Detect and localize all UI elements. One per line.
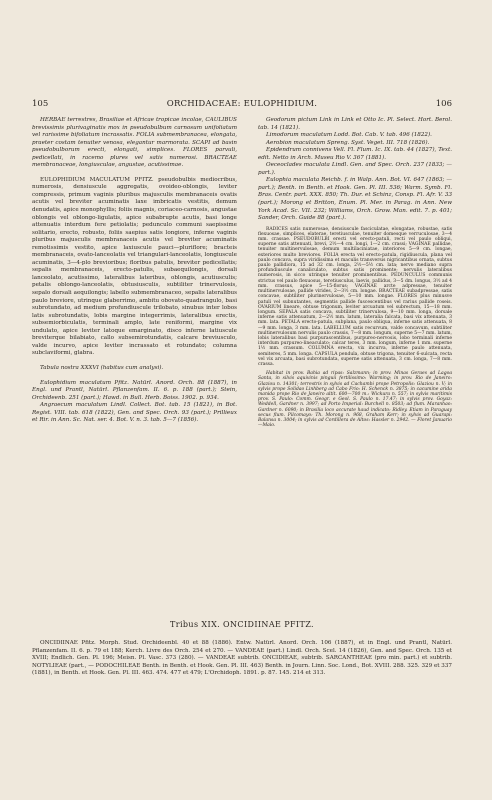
synonym-epidendrum: Epidendrum connivens Vell. Fl. Flum. Ic. IX. tab. 44 (1827), Text. edit. Netto in Arch. Museu Rio V. 367 (1881). <box>258 147 452 161</box>
plate-reference: Tabula nostra XXXVI (habitus cum analysi). <box>40 364 164 371</box>
page-number-left: 105 <box>32 99 49 109</box>
left-column <box>32 117 237 425</box>
genus-description: HERBAE terrestres, Brasiliae et Africae tropicae incolae, CAULIBUS brevissimis plurivaginatis mox in pseudobulbum carnosum unifoliatum vel rarissime bifoliatum incrassatis. FOLIA submembranacea, elongata, praeter costam tenuiter venosa, elegantur marmorata. SCAPI ad basin pseudobulborum erecti, elongati, simplices. FLORES parvuli, pedicellati, in racemo plures vel satis numerosi. BRACTEAE membranaceae, longiusculae, angustae, acutissimae. <box>32 117 237 169</box>
habitat: Habitat in prov. Bahia ad ripas: Salzmann; in prov. Minas Geraes ad Lagoa Santa, in silvis aquivinis pinguii fertilissimo: Warming; in prov. Rio de Janeiro: Glaziou n. 14301; terrestris in sylvis ad Cachambi prope Petropolis: Glaziou n. V; in sylvis prope Solidao Linhberg ad Cabo Frio: H. Schenck n. 3875; in cacumine arida manida prope Rio de Janeiro altit. 600—700 m.: Wickura n. 557; in sylvis maritimis prov. S. Paulo: Comm. Geogr. e Geol. S. Paulo n. 17.47; in sylvis prov. Goyaz: Weddell, Gardner n. 3997; ad Porto Imperial: Burchell n. 8503; ad flum. Maranhao: Gardner n. 6090; in Brasilia loco accurate haud indicato: Ridley. Etiam in Paraguay secus flum. Pilcomayo: Th. Morong n. 968, Graham Kerr; in sylvis ad Guarapi: Balansa n. 3004; in sylvis ad Cordillera de Altos: Hassler n. 2942. — Floret Januario—Maio. <box>258 371 452 429</box>
synonym-oeceoclades: Oeceoclades maculata Lindl. Gen. and Spec. Orch. 237 (1833; — part.). <box>258 162 452 176</box>
synonym-geodorum: Geodorum pictum Link in Link et Otto Ic. Pl. Select. Hort. Berol. tab. 14 (1821). <box>258 117 452 131</box>
page-number-right: 106 <box>435 99 452 109</box>
synonym-angraecum: Angraecum maculatum Lindl. Collect. Bot. tab. 15 (1821), in Bot. Regist. VIII. tab. 618 (1822), Gen. and Spec. Orch. 93 (part.); Prillieux et Rir. in Ann. Sc. Nat. ser. 4. Bot. V. n. 3. tab. 5—7 (1856). <box>32 402 237 424</box>
synonym-eulophidium: Eulophidium maculatum Pfitz. Natürl. Anord. Orch. 88 (1887), in Engl. und Prantl, Natürl. Pflanzenfam. II. 6. p. 188 (part.); Stein, Orchideenb. 251 (part.); Hawd. in Bull. Herb. Boiss. 1902. p. 934. <box>32 379 237 401</box>
running-title: ORCHIDACEAE: EULOPHIDIUM. <box>166 99 318 109</box>
tribus-synonymy <box>32 640 452 678</box>
species-description: RADICES satis numerosae, densiuscule fasciculatae, elongatae, robustae, satis flexuosae, simplices, elaterae, teretiusculae, tenuiter domesque verruculosae, 3—4 mm. crassae. PSEUDOBULBI erecti vel erecto-patuli, recti vel paulo obliqui, superne satis attenuati, brevi, 2½—4 cm. longi, 1—2 cm. crassi; VAGINAE pallidae, tenuiter multinervulosae, demum multilaciniatae, interiores 5—9 cm. longae, exteriores multo breviores. FOLIA erecta vel erecto-patula, rigidiuscula, plana vel paulo concava, supra viridissima et maculis transversis nigricantibus ornata, subtus paulo pallidiora, 15 ad 32 cm. longa, 2½—5½ cm. lata; nervo mediano supra profundiuscule canaliculato, subtus satis prominente; nervulis lateralibus numerosis, in sicco utrinque tenuiter prominentibus. PEDUNCULUS communis strictus vel paulo flexuosus, teretiusculus, laevis, pallidus, 3—5 dm. longus, 3½ ad 4 mm. crassus, apice 5—15-florus; VAGINAE arcte adpressae, tenuiter multinervulosae, pallide virides, 2—3½ cm. longae. BRACTEAE subadpressae, satis concavae, subtiliter plurinervulosae, 5—10 mm. longae. FLORES plus minusve patuli vel subnutantes, segmentis pallide fuscescentibus vel rarius pallide roseis. OVARIUM lineare, obtuse trigonum, leviter arcuatum vel subrectum, 15—18 mm. longum. SEPALA satis concava, subtiliter trinervulosa, 9—10 mm. longa, dorsale inferne satis attenuatum, 2—2½ mm. latum, lateralia falcata, basi vix attenuata, 3 mm. lata. PETALA erecto-patula, subplana, paulo obliqua, inferne satis attenuata, 8—9 mm. longa, 3 mm. lata. LABELLUM satis recurvum, valde concavum, subtiliter multinervulosum nervulis paulo crassis, 7—8 mm. longum, superne 5—7 mm. latum, lobis lateralibus basi purpurascentibus, purpureo-nervosis, lobo terminali inferne interdum purpureo-lineaculato; calcar teres, 3 mm. longum, inferne 1 mm. superne 1½ mm. crassum. COLUMNA erecta, vix incurva, inferne paulo attenuata, semiteres, 5 mm. longa. CAPSULA pendula, obtuse trigona, tenuiter 6-sulcata, recta vel vix arcuata, basi subrotundata, superne satis attenuata, 3 cm. longa, 7—8 mm. crassa. <box>258 226 452 367</box>
synonym-limodorum: Limodorum maculatum Lodd. Bot. Cab. V. tab. 496 (1822). <box>266 132 432 139</box>
species-diagnosis: EULOPHIDIUM MACULATUM PFITZ. pseudobulbis mediocribus, numerosis, densiuscule aggregatis, ovoideo-oblongis, leviter compressis, primum vaginis pluribus majusculis membranaceis ovatis acutis vel breviter acuminatis laxe imbricatis vestitis, demum denudatis, apice monophyllis; foliis magnis, coriaceo-carnosis, angustae oblongis vel oblongo-ligulatis, apice subabrupte acutis, basi longe attenuatis interdum fere petiolatis; pedunculo communi saepissime solitario, erecto, robusto, foliis saepius satis longiore, inferne vaginis pluribus majusculis membranaceis acutis vel breviter acuminatis remotissimis vestito, apice laxiuscule pauci—pluriflore; bracteis membranaceis, ovato-lanceolatis vel triangulari-lanceolatis, longiuscule acuminatis, 3—4-plo brevioribus; floribus patulis, breviter pedicellatis; sepalis membranaceis, erecto-patulis, subaequilongis, dorsali lanceolato, acutissimo, lateralibus lateribus, oblongis, acutiusculis; petalis oblongo-lanceolatis, obtusiusculis, subtiliter trinervulosis, sepalo dorsali aequilongis; labello submembranaceo, sepalis lateralibus paulo breviore, utrinque glaberrimo, ambitu obovato-quadrangulo, basi subrotundato, ad medium profundiuscule trilobato, sinubus inter lobos latis subrotundatis, lobis margine integerrimis, lateralibus erectis, subsemiorbiculatis, terminali amplo, late reniformi, margine vix undulato, apice leviter latoque emarginato, disco inferne latiuscule breviterque bilabiato, callo subsemirotundatis, calcare breviusculo, valde incurvo, apice leviter incrassato et rotundato; columna subclaviformi, glabra. <box>32 176 237 357</box>
tribus-heading: Tribus XIX. ONCIDIINAE PFITZ. <box>169 620 314 629</box>
running-header <box>32 97 452 111</box>
synonym-eulophia: Eulophia maculata Reichb. f. in Walp. Ann. Bot. VI. 647 (1863; — part.); Benth. in Benth. et Hook. Gen. Pl. III. 536; Warm. Symb. Fl. Bras. Centr. part. XXX. 850; Th. Dur. et Schinz, Consp. Fl. Afr. V. 33 (part.); Morong et Britton, Enum. Pl. Mer. in Parag. in Ann. New York Acad. Sc. VII. 232; Williams, Orch. Grow. Man. edit. 7. p. 401; Sander, Orch. Guide 88 (part.). <box>258 177 452 222</box>
synonym-aerobion: Aerobion maculatum Spreng. Syst. Veget. III. 718 (1826). <box>266 139 430 146</box>
tribus-synonymy-text: ONCIDIINAE Pfitz. Morph. Stud. Orchideenbl. 40 et 88 (1886). Entw. Natürl. Anord. Orch. 106 (1887), et in Engl. und Prantl, Natürl. Pflanzenfam. II. 6. p. 79 et 188; Kerch. Livre des Orch. 254 et 270. — VANDEAE (part.) Lindl. Orch. Scel. 14 (1826), Gen. and Spec. Orch. 135 et XVIII; Endlich. Gen. Pl. 196; Meisn. Pl. Vasc. 373 (280). — VANDEAE subtrib. ONCIDIEAE, subtrib. SARCANTHEAE (pro min. part.) et subtrib. NOTYLIEAE (part., — PODOCHILEAE Benth. in Benth. et Hook. Gen. Pl. III. 463) Benth. in Journ. Linn. Soc. Lond., Bot. XVIII. 288. 325. 329 et 337 (1881), in Benth. et Hook. Gen. Pl. III. 463. 474. 477 et 479; L'Orchidoph. 1891. p. 87. 145. 214 et 313. <box>32 640 452 677</box>
right-column <box>258 117 452 428</box>
